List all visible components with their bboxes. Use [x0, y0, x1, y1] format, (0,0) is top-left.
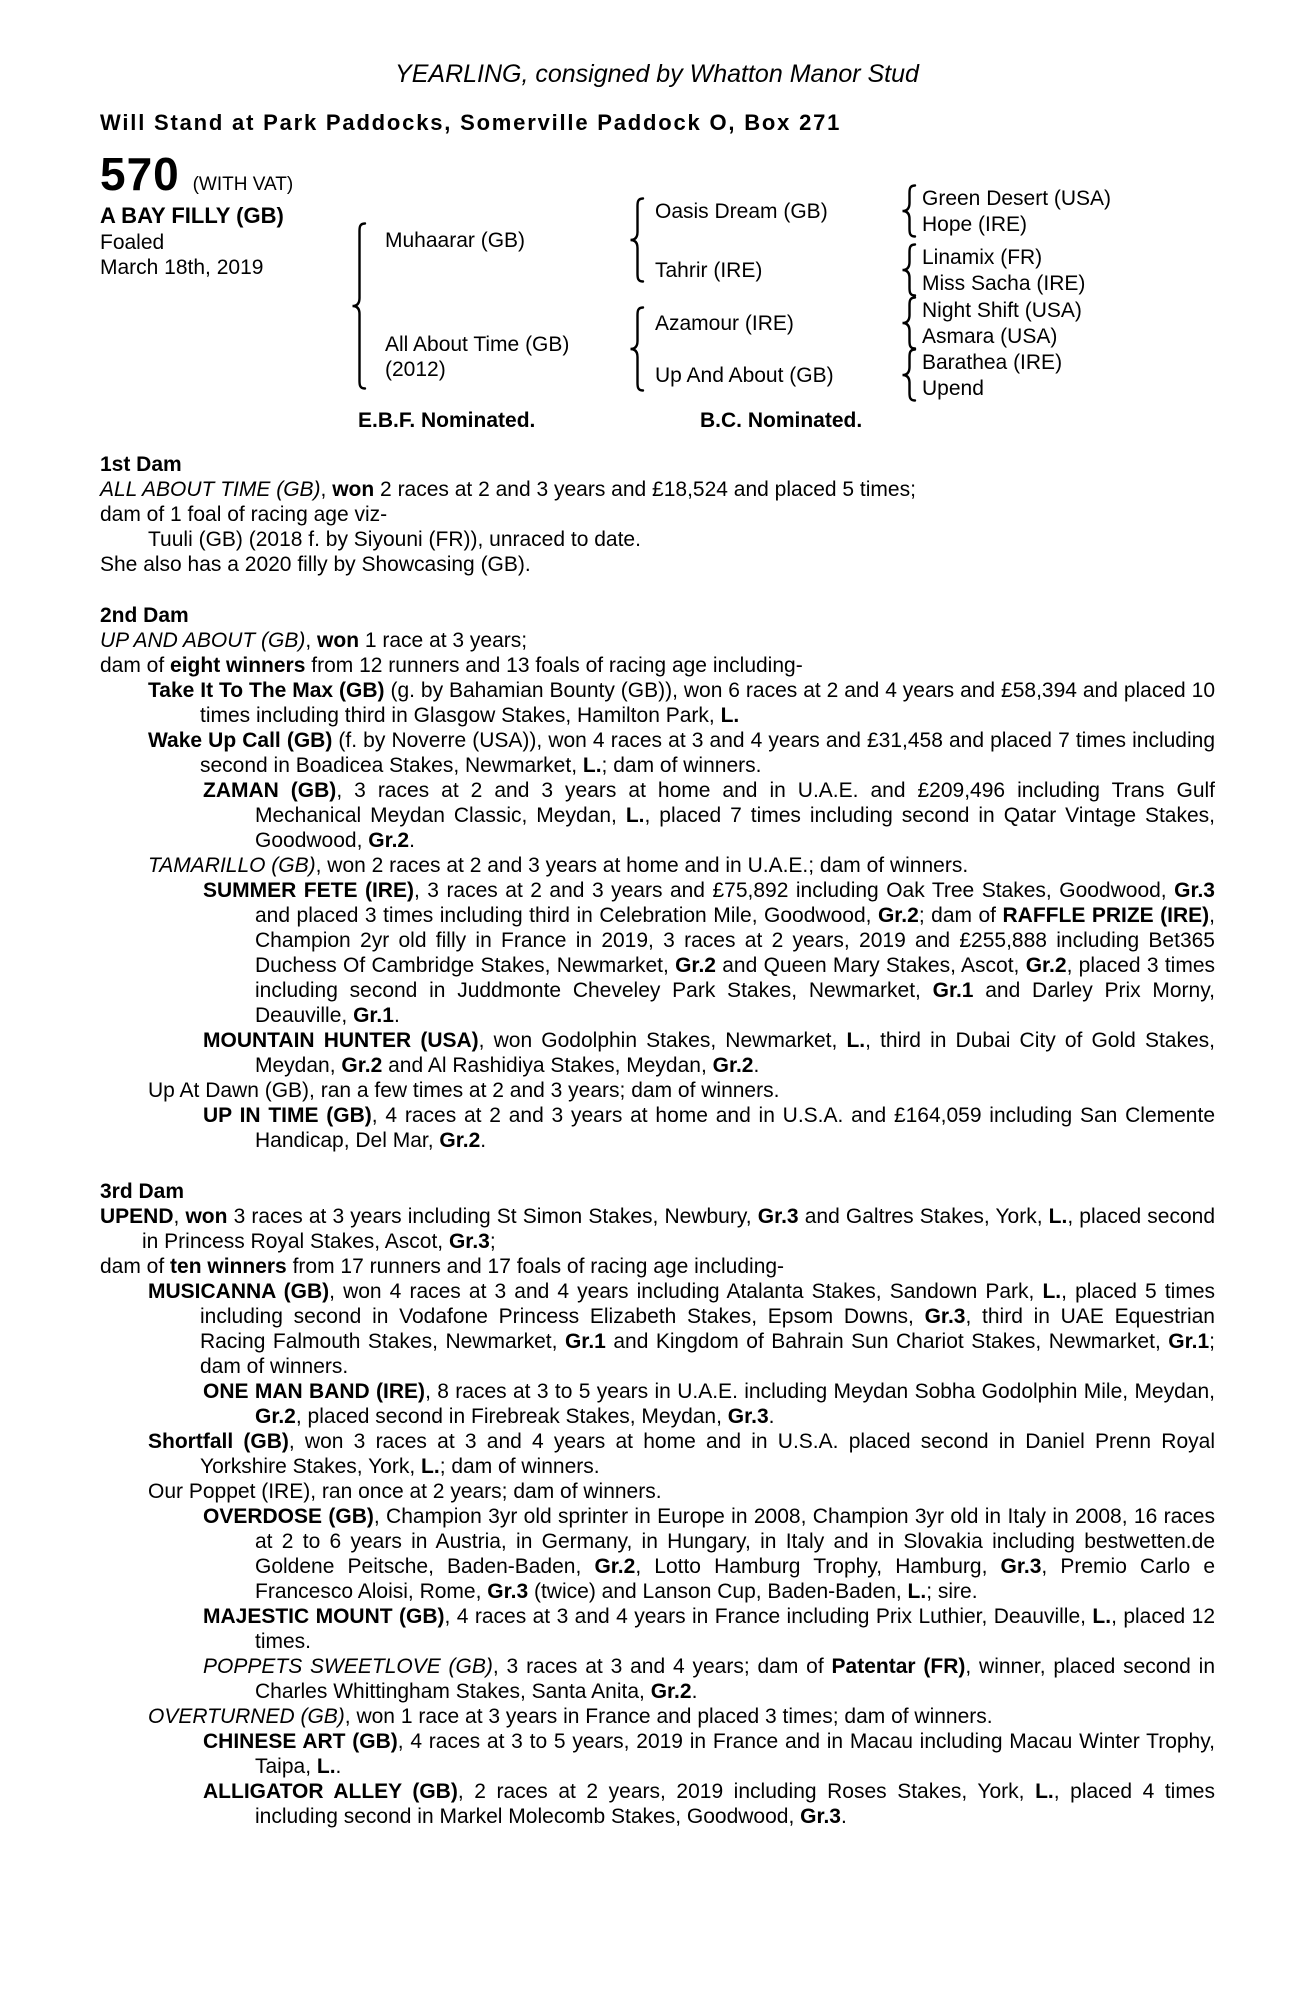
pedigree-gen3-4: Night Shift (USA): [922, 299, 1082, 322]
text-segment: ten winners: [170, 1255, 287, 1278]
pedigree-brace-icon: [350, 222, 368, 396]
text-segment: Wake Up Call (GB): [148, 729, 333, 752]
text-segment: She also has a 2020 filly by Showcasing (GB).: [100, 553, 531, 576]
text-segment: UPEND: [100, 1205, 174, 1228]
text-segment: SUMMER FETE (IRE): [203, 879, 414, 902]
text-segment: , won 3 races at 3 and 4 years at home and in U.S.A. placed second in Daniel Prenn Royal Yorkshire Stakes, York,: [200, 1430, 1215, 1478]
text-segment: , 8 races at 3 to 5 years in U.A.E. including Meydan Sobha Godolphin Mile, Meydan,: [425, 1380, 1215, 1403]
text-segment: L.: [1092, 1605, 1112, 1628]
text-segment: and placed 3 times including third in Celebration Mile, Goodwood,: [255, 904, 878, 927]
catalogue-paragraph: [100, 653, 1215, 678]
catalogue-paragraph: [100, 628, 1215, 653]
catalogue-paragraph: [100, 878, 1215, 1028]
pedigree-gen2-dam-sire: Azamour (IRE): [655, 312, 794, 335]
text-segment: MAJESTIC MOUNT (GB): [203, 1605, 445, 1628]
text-segment: ; dam of winners.: [200, 1330, 1215, 1378]
text-segment: , placed 4 times including second in Markel Molecomb Stakes, Goodwood,: [255, 1780, 1215, 1828]
text-segment: L.: [720, 704, 740, 727]
text-segment: dam of: [100, 1255, 171, 1278]
text-segment: Gr.3: [800, 1805, 841, 1828]
text-segment: OVERDOSE (GB): [203, 1505, 374, 1528]
text-segment: Gr.2: [877, 904, 919, 927]
page-title: YEARLING, consigned by Whatton Manor Stud: [395, 60, 919, 88]
text-segment: .: [841, 1805, 847, 1828]
pedigree-gen3-5: Asmara (USA): [922, 325, 1058, 348]
text-segment: MOUNTAIN HUNTER (USA): [203, 1029, 479, 1052]
text-segment: , won 4 races at 3 and 4 years including Atalanta Stakes, Sandown Park,: [329, 1280, 1043, 1303]
text-segment: , 3 races at 3 and 4 years; dam of: [492, 1655, 832, 1678]
text-segment: .: [409, 829, 415, 852]
text-segment: , placed 5 times including second in Vodafone Princess Elizabeth Stakes, Epsom Downs,: [200, 1280, 1215, 1328]
text-segment: , winner, placed second in Charles Whittingham Stakes, Santa Anita,: [255, 1655, 1215, 1703]
text-segment: , 4 races at 3 to 5 years, 2019 in France and in Macau including Macau Winter Trophy, Taipa,: [255, 1730, 1216, 1778]
text-segment: .: [393, 1004, 400, 1027]
text-segment: and Galtres Stakes, York,: [798, 1205, 1049, 1228]
pedigree-sire: Muhaarar (GB): [385, 229, 526, 252]
text-segment: eight winners: [170, 654, 306, 677]
text-segment: (f. by Noverre (USA)), won 4 races at 3 and 4 years and £31,458 and placed 7 times including second in Boadicea Stakes, Newmarket,: [200, 729, 1215, 777]
catalogue-paragraph: [100, 1504, 1215, 1604]
text-segment: .: [691, 1680, 698, 1703]
text-segment: from 12 runners and 13 foals of racing age including-: [305, 654, 803, 677]
text-segment: dam of: [100, 654, 171, 677]
text-segment: , Champion 3yr old sprinter in Europe in 2008, Champion 3yr old in Italy in 2008, 16 races at 2 to 6 years in Austria, in Germany, in Hungary, in Italy and in Slovakia including bestwetten.de Goldene Peitsche, Baden-Baden,: [255, 1505, 1215, 1578]
catalogue-paragraph: [100, 1279, 1215, 1379]
text-segment: .: [768, 1405, 775, 1428]
lot-line: [100, 150, 293, 198]
text-segment: .: [335, 1755, 342, 1778]
text-segment: Gr.1: [564, 1330, 606, 1353]
catalogue-paragraph: [100, 527, 1215, 552]
text-segment: ; dam of winners.: [601, 754, 762, 777]
catalogue-paragraph: [100, 502, 1215, 527]
foaled-date: March 18th, 2019: [100, 256, 264, 279]
catalogue-paragraph: [100, 1429, 1215, 1479]
pedigree-brace-icon: [900, 296, 918, 356]
lot-number: 570: [100, 148, 180, 200]
text-segment: UP AND ABOUT (GB): [100, 629, 306, 652]
catalogue-paragraph: [100, 1604, 1215, 1654]
pedigree-gen3-6: Barathea (IRE): [922, 351, 1063, 374]
text-segment: , 4 races at 3 and 4 years in France including Prix Luthier, Deauville,: [444, 1605, 1093, 1628]
text-segment: CHINESE ART (GB): [203, 1730, 398, 1753]
text-segment: Tuuli (GB) (2018 f. by Siyouni (FR)), unraced to date.: [148, 528, 641, 551]
text-segment: .: [480, 1129, 487, 1152]
text-segment: ; dam of: [918, 904, 1003, 927]
text-segment: RAFFLE PRIZE (IRE): [1002, 904, 1210, 927]
text-segment: MUSICANNA (GB): [148, 1280, 330, 1303]
text-segment: , 3 races at 2 and 3 years at home and in U.A.E. and £209,496 including Trans Gulf Mechanical Meydan Classic, Meydan,: [255, 779, 1216, 827]
text-segment: 2 races at 2 and 3 years and £18,524 and placed 5 times;: [374, 478, 916, 501]
catalogue-paragraph: [100, 477, 1215, 502]
stand-location-line: Will Stand at Park Paddocks, Somerville Paddock O, Box 271: [100, 110, 842, 135]
pedigree-dam: All About Time (GB): [385, 333, 570, 356]
text-segment: UP IN TIME (GB): [203, 1104, 372, 1127]
pedigree-gen2-dam-dam: Up And About (GB): [655, 364, 834, 387]
text-segment: Gr.2: [255, 1405, 296, 1428]
text-segment: , placed second in Princess Royal Stakes, Ascot,: [142, 1205, 1216, 1253]
catalogue-paragraph: [100, 728, 1215, 778]
text-segment: Gr.1: [932, 979, 974, 1002]
text-segment: L.: [907, 1580, 927, 1603]
catalogue-paragraph: [100, 1479, 1215, 1504]
catalogue-paragraph: [100, 1078, 1215, 1103]
text-segment: L.: [1042, 1280, 1062, 1303]
text-segment: L.: [582, 754, 602, 777]
catalogue-paragraph: [100, 1103, 1215, 1153]
text-segment: Gr.3: [924, 1305, 966, 1328]
text-segment: Up At Dawn (GB), ran a few times at 2 and 3 years; dam of winners.: [148, 1079, 780, 1102]
text-segment: dam of 1 foal of racing age viz-: [100, 503, 388, 526]
pedigree-gen3-1: Hope (IRE): [922, 213, 1028, 236]
text-segment: Take It To The Max (GB): [148, 679, 385, 702]
dam-section: [100, 452, 1215, 577]
catalogue-paragraph: [100, 1254, 1215, 1279]
text-segment: , 4 races at 2 and 3 years at home and in U.S.A. and £164,059 including San Clemente Handicap, Del Mar,: [255, 1104, 1215, 1152]
text-segment: L.: [421, 1455, 440, 1478]
text-segment: 3 races at 3 years including St Simon Stakes, Newbury,: [227, 1205, 758, 1228]
pedigree-gen3-0: Green Desert (USA): [922, 187, 1112, 210]
text-segment: ALL ABOUT TIME (GB): [100, 478, 321, 501]
text-segment: POPPETS SWEETLOVE (GB): [203, 1655, 493, 1678]
text-segment: , Premio Carlo e Francesco Aloisi, Rome,: [255, 1555, 1215, 1603]
text-segment: L.: [316, 1755, 336, 1778]
pedigree-tree: [100, 150, 1215, 450]
text-segment: Gr.3: [1000, 1555, 1042, 1578]
text-segment: ONE MAN BAND (IRE): [203, 1380, 426, 1403]
pedigree-gen3-7: Upend: [922, 377, 984, 400]
horse-description: A BAY FILLY (GB): [100, 203, 284, 228]
text-segment: L.: [1048, 1205, 1068, 1228]
foaled-label: Foaled: [100, 231, 165, 254]
pedigree-brace-icon: [900, 243, 918, 303]
text-segment: , placed 3 times including second in Juddmonte Cheveley Park Stakes, Newmarket,: [255, 954, 1215, 1002]
pedigree-gen2-sire-dam: Tahrir (IRE): [655, 259, 763, 282]
catalogue-paragraph: [100, 778, 1215, 853]
text-segment: , Champion 2yr old filly in France in 2019, 3 races at 2 years, 2019 and £255,888 including Bet365 Duchess Of Cambridge Stakes, Newmarket,: [255, 904, 1216, 977]
text-segment: ZAMAN (GB): [203, 779, 337, 802]
text-segment: L.: [1035, 1780, 1054, 1803]
text-segment: TAMARILLO (GB): [148, 854, 316, 877]
bc-nominated-label: B.C. Nominated.: [700, 409, 863, 432]
text-segment: won: [185, 1205, 228, 1228]
text-segment: Our Poppet (IRE), ran once at 2 years; dam of winners.: [148, 1480, 662, 1503]
text-segment: , won 2 races at 2 and 3 years at home and in U.A.E.; dam of winners.: [315, 854, 969, 877]
catalogue-paragraph: [100, 1379, 1215, 1429]
catalogue-paragraph: [100, 853, 1215, 878]
dam-section-heading: 3rd Dam: [100, 1180, 185, 1203]
text-segment: OVERTURNED (GB): [148, 1705, 345, 1728]
vat-note: (WITH VAT): [192, 174, 294, 195]
pedigree-brace-icon: [900, 348, 918, 408]
catalogue-paragraph: [100, 1704, 1215, 1729]
text-segment: Gr.2: [439, 1129, 481, 1152]
pedigree-gen2-sire-sire: Oasis Dream (GB): [655, 200, 828, 223]
text-segment: ; sire.: [926, 1580, 978, 1603]
text-segment: won: [332, 478, 375, 501]
dam-section-heading: 2nd Dam: [100, 604, 189, 627]
text-segment: ALLIGATOR ALLEY (GB): [203, 1780, 458, 1803]
text-segment: Gr.2: [650, 1680, 692, 1703]
catalogue-paragraph: [100, 1654, 1215, 1704]
text-segment: Gr.2: [368, 829, 410, 852]
ebf-nominated-label: E.B.F. Nominated.: [358, 409, 536, 432]
catalogue-paragraph: [100, 1729, 1215, 1779]
text-segment: Patentar (FR): [831, 1655, 966, 1678]
text-segment: won: [317, 629, 360, 652]
text-segment: Gr.3: [487, 1580, 529, 1603]
dam-section-heading: 1st Dam: [100, 453, 182, 476]
text-segment: , Lotto Hamburg Trophy, Hamburg,: [635, 1555, 1001, 1578]
catalogue-paragraph: [100, 1028, 1215, 1078]
pedigree-text-sections: [100, 452, 1215, 1829]
text-segment: ,: [173, 1205, 186, 1228]
text-segment: Gr.2: [341, 1054, 383, 1077]
text-segment: (g. by Bahamian Bounty (GB)), won 6 races at 2 and 4 years and £58,394 and placed 10 times including third in Glasgow Stakes, Hamilton Park,: [200, 679, 1216, 727]
pedigree-brace-icon: [628, 306, 646, 398]
text-segment: , 2 races at 2 years, 2019 including Roses Stakes, York,: [457, 1780, 1036, 1803]
text-segment: Gr.2: [1025, 954, 1067, 977]
pedigree-gen3-2: Linamix (FR): [922, 246, 1043, 269]
text-segment: 1 race at 3 years;: [359, 629, 528, 652]
text-segment: Shortfall (GB): [148, 1430, 289, 1453]
text-segment: ,: [305, 629, 318, 652]
text-segment: , won Godolphin Stakes, Newmarket,: [478, 1029, 847, 1052]
text-segment: Gr.2: [594, 1555, 636, 1578]
text-segment: , placed second in Firebreak Stakes, Meydan,: [295, 1405, 728, 1428]
text-segment: L.: [846, 1029, 866, 1052]
text-segment: and Kingdom of Bahrain Sun Chariot Stakes, Newmarket,: [605, 1330, 1169, 1353]
text-segment: , placed 12 times.: [255, 1605, 1215, 1653]
catalogue-paragraph: [100, 1204, 1215, 1254]
text-segment: Gr.2: [712, 1054, 754, 1077]
text-segment: Gr.2: [675, 954, 716, 977]
text-segment: (twice) and Lanson Cup, Baden-Baden,: [528, 1580, 908, 1603]
catalogue-paragraph: [100, 678, 1215, 728]
catalogue-paragraph: [100, 552, 1215, 577]
pedigree-brace-icon: [900, 184, 918, 244]
text-segment: and Queen Mary Stakes, Ascot,: [715, 954, 1026, 977]
text-segment: Gr.1: [353, 1004, 394, 1027]
text-segment: , 3 races at 2 and 3 years and £75,892 including Oak Tree Stakes, Goodwood,: [413, 879, 1175, 902]
catalogue-paragraph: [100, 1779, 1215, 1829]
pedigree-brace-icon: [628, 197, 646, 289]
text-segment: and Darley Prix Morny, Deauville,: [255, 979, 1215, 1027]
text-segment: , won 1 race at 3 years in France and placed 3 times; dam of winners.: [344, 1705, 993, 1728]
text-segment: L.: [625, 804, 645, 827]
text-segment: and Al Rashidiya Stakes, Meydan,: [382, 1054, 713, 1077]
dam-section: [100, 603, 1215, 1153]
text-segment: , placed 7 times including second in Qatar Vintage Stakes, Goodwood,: [255, 804, 1215, 852]
text-segment: Gr.3: [727, 1405, 769, 1428]
dam-section: [100, 1179, 1215, 1829]
text-segment: Gr.1: [1168, 1330, 1210, 1353]
text-segment: ,: [320, 478, 333, 501]
text-segment: ; dam of winners.: [439, 1455, 600, 1478]
text-segment: Gr.3: [448, 1230, 490, 1253]
text-segment: from 17 runners and 17 foals of racing age including-: [286, 1255, 785, 1278]
text-segment: .: [753, 1054, 760, 1077]
pedigree-dam-year: (2012): [385, 358, 446, 381]
text-segment: , third in Dubai City of Gold Stakes, Meydan,: [255, 1029, 1215, 1077]
text-segment: , third in UAE Equestrian Racing Falmouth Stakes, Newmarket,: [200, 1305, 1215, 1353]
text-segment: Gr.3: [757, 1205, 799, 1228]
pedigree-gen3-3: Miss Sacha (IRE): [922, 272, 1086, 295]
text-segment: Gr.3: [1174, 879, 1215, 902]
text-segment: ;: [489, 1230, 496, 1253]
